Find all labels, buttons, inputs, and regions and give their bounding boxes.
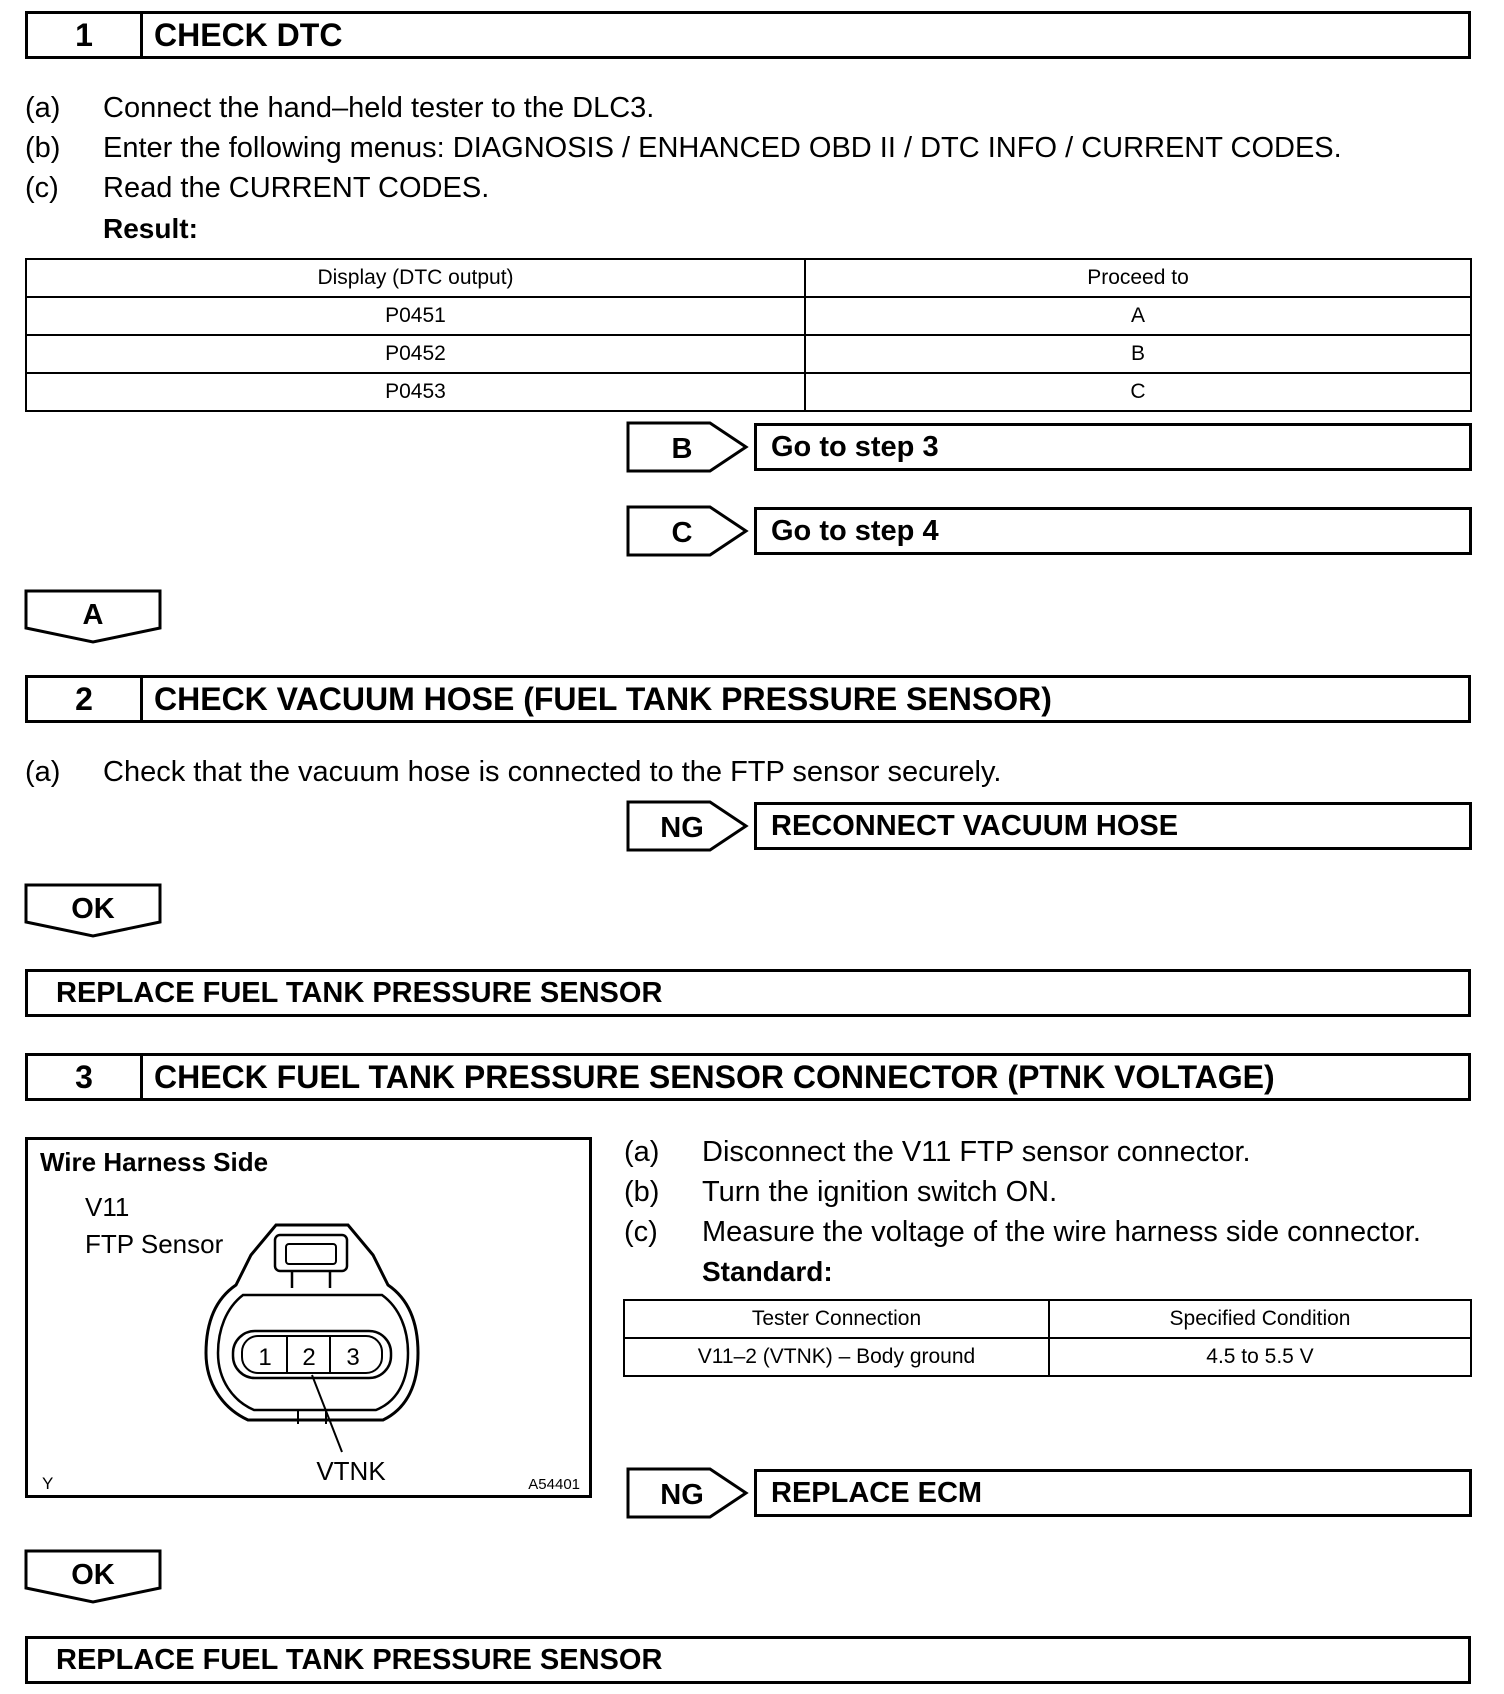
instruction-item (25, 129, 1342, 167)
item-label: (b) (25, 132, 61, 164)
step-1-header (25, 11, 1471, 59)
pin-number: 3 (346, 1344, 360, 1371)
branch-action-box: Go to step 3 (754, 423, 1472, 471)
item-label: (b) (624, 1176, 660, 1208)
table-cell: V11–2 (VTNK) – Body ground (624, 1338, 1049, 1376)
ok-arrow (24, 883, 164, 939)
branch-action-box: Go to step 4 (754, 507, 1472, 555)
table-cell: P0451 (26, 297, 805, 335)
ng-arrow (626, 1467, 750, 1519)
item-text: Measure the voltage of the wire harness side connector. (702, 1216, 1421, 1248)
item-label: (c) (624, 1216, 658, 1248)
instruction-item (25, 169, 489, 207)
ng-action-box: RECONNECT VACUUM HOSE (754, 802, 1472, 850)
dtc-result-table (25, 258, 1472, 412)
connector-drawing (28, 1140, 589, 1495)
pin-number: 2 (302, 1344, 316, 1371)
connector-diagram (25, 1137, 592, 1498)
table-cell: B (805, 335, 1471, 373)
connector-id: V11 (85, 1192, 130, 1222)
item-text: Read the CURRENT CODES. (103, 172, 490, 204)
instruction-item (25, 753, 1001, 791)
instruction-item (25, 89, 654, 127)
connector-name: FTP Sensor (85, 1229, 224, 1259)
table-row (26, 373, 1471, 411)
standard-label: Standard: (702, 1256, 833, 1287)
continue-tag: A (82, 599, 104, 631)
result-label: Result: (103, 213, 198, 244)
table-header: Proceed to (805, 259, 1471, 297)
table-header: Tester Connection (624, 1300, 1049, 1338)
branch-tag: B (671, 433, 693, 465)
step-number: 2 (28, 678, 143, 720)
item-text: Disconnect the V11 FTP sensor connector. (702, 1136, 1251, 1168)
diagram-heading: Wire Harness Side (40, 1147, 269, 1177)
continue-arrow-a (24, 589, 164, 645)
step-number: 3 (28, 1056, 143, 1098)
branch-tag: C (671, 517, 693, 549)
table-row (624, 1338, 1471, 1376)
item-text: Enter the following menus: DIAGNOSIS / ENHANCED OBD II / DTC INFO / CURRENT CODES. (103, 132, 1342, 164)
final-action-box: REPLACE FUEL TANK PRESSURE SENSOR (25, 969, 1471, 1017)
ok-tag: OK (71, 893, 115, 925)
item-label: (a) (25, 756, 61, 788)
table-cell: A (805, 297, 1471, 335)
step-title: CHECK VACUUM HOSE (FUEL TANK PRESSURE SENSOR) (154, 680, 1052, 717)
diagram-corner-right: A54401 (528, 1476, 580, 1493)
table-cell: P0452 (26, 335, 805, 373)
step-2-header (25, 675, 1471, 723)
instruction-item (624, 1213, 1421, 1251)
standard-table (623, 1299, 1472, 1377)
pin-number: 1 (258, 1344, 272, 1371)
ng-arrow (626, 800, 750, 852)
final-action-box: REPLACE FUEL TANK PRESSURE SENSOR (25, 1636, 1471, 1684)
step-3-header (25, 1053, 1471, 1101)
table-cell: C (805, 373, 1471, 411)
table-cell: P0453 (26, 373, 805, 411)
table-header-row (26, 259, 1471, 297)
ng-tag: NG (660, 812, 704, 844)
table-header-row (624, 1300, 1471, 1338)
item-text: Check that the vacuum hose is connected to the FTP sensor securely. (103, 756, 1002, 788)
step-title: CHECK FUEL TANK PRESSURE SENSOR CONNECTOR (PTNK VOLTAGE) (154, 1058, 1275, 1095)
item-label: (c) (25, 172, 59, 204)
ng-tag: NG (660, 1479, 704, 1511)
instruction-item (624, 1133, 1251, 1171)
table-row (26, 335, 1471, 373)
step-number: 1 (28, 14, 143, 56)
table-cell: 4.5 to 5.5 V (1049, 1338, 1471, 1376)
item-text: Turn the ignition switch ON. (702, 1176, 1058, 1208)
diagram-corner-left: Y (42, 1474, 54, 1493)
ok-arrow (24, 1549, 164, 1605)
ok-tag: OK (71, 1559, 115, 1591)
branch-arrow-b (626, 421, 750, 473)
item-label: (a) (25, 92, 61, 124)
table-header: Display (DTC output) (26, 259, 805, 297)
branch-arrow-c (626, 505, 750, 557)
instruction-item (624, 1173, 1057, 1211)
item-text: Connect the hand–held tester to the DLC3. (103, 92, 655, 124)
table-row (26, 297, 1471, 335)
pin-label: VTNK (316, 1456, 386, 1486)
item-label: (a) (624, 1136, 660, 1168)
step-title: CHECK DTC (154, 16, 343, 53)
ng-action-box: REPLACE ECM (754, 1469, 1472, 1517)
table-header: Specified Condition (1049, 1300, 1471, 1338)
leader-line (312, 1375, 342, 1452)
